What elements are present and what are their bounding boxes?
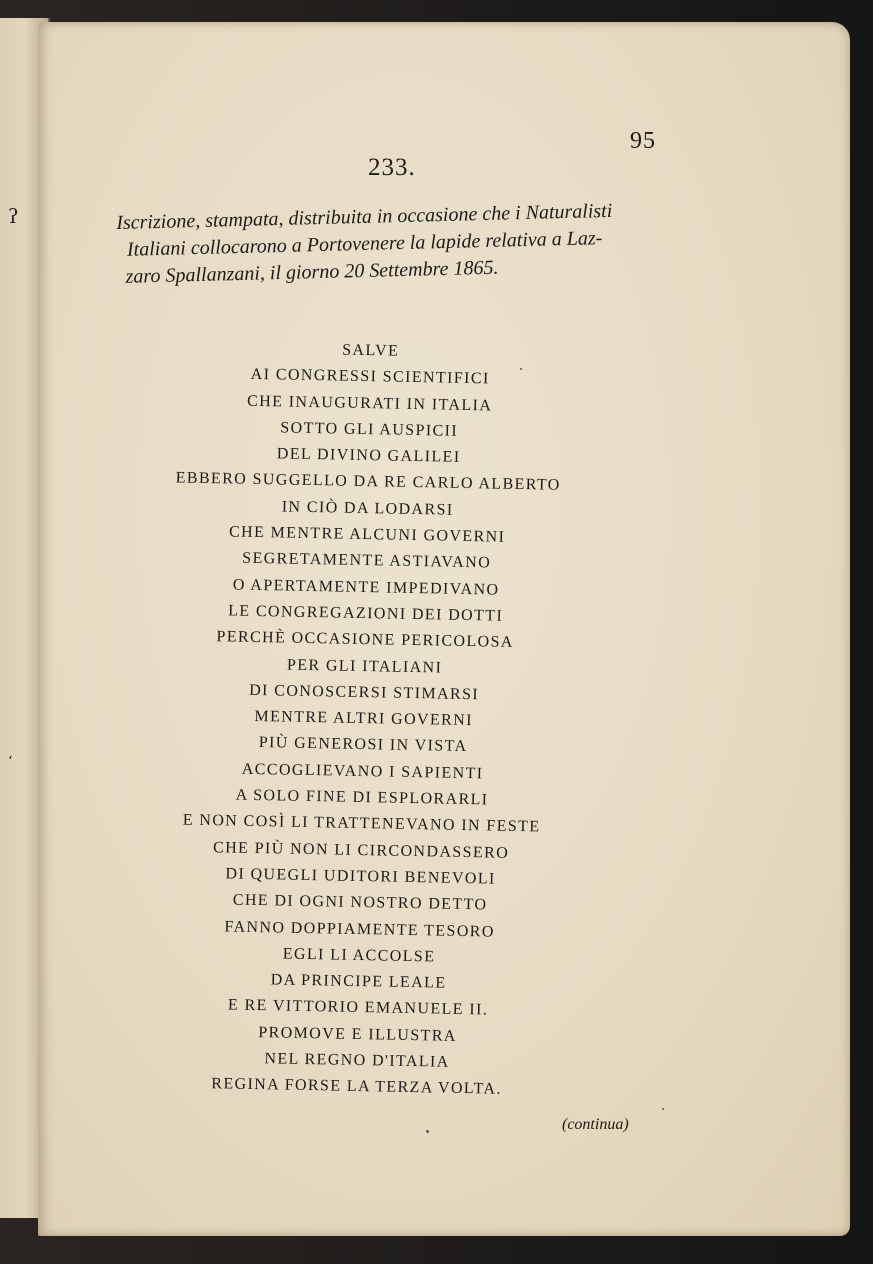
paper-speck: [520, 368, 522, 370]
paper-speck: [426, 1130, 429, 1133]
inscription-text: [141, 334, 586, 1105]
inscription-line: CHE INAUGURATI IN ITALIA: [246, 392, 493, 415]
inscription-line: CHE DI OGNI NOSTRO DETTO: [232, 891, 488, 914]
inscription-line: E RE VITTORIO EMANUELE II.: [227, 996, 489, 1019]
entry-number: 233.: [368, 154, 416, 181]
continuation-note: (continua): [562, 1116, 629, 1133]
left-page-mark: ʔ: [8, 204, 19, 228]
inscription-line: ACCOGLIEVANO I SAPIENTI: [241, 760, 484, 783]
inscription-line: IN CIÒ DA LODARSI: [281, 498, 454, 519]
inscription-line: EGLI LI ACCOLSE: [282, 945, 436, 966]
inscription-line: PROMOVE E ILLUSTRA: [258, 1023, 458, 1045]
inscription-line: REGINA FORSE LA TERZA VOLTA.: [211, 1075, 502, 1099]
inscription-line: A SOLO FINE DI ESPLORARLI: [235, 786, 489, 809]
inscription-line: CHE PIÙ NON LI CIRCONDASSERO: [212, 838, 510, 862]
book-page: [38, 22, 850, 1236]
entry-heading: [116, 196, 678, 291]
inscription-line: E NON COSÌ LI TRATTENEVANO IN FESTE: [182, 811, 541, 836]
left-page-mark: ʻ: [8, 754, 13, 770]
heading-line: Iscrizione, stampata, distribuita in occasione che i Naturalisti: [116, 199, 613, 234]
inscription-line: CHE MENTRE ALCUNI GOVERNI: [228, 523, 506, 546]
heading-line: zaro Spallanzani, il giorno 20 Settembre 1865.: [125, 256, 499, 288]
inscription-line: SEGRETAMENTE ASTIAVANO: [242, 550, 492, 572]
inscription-line: DI CONOSCERSI STIMARSI: [249, 681, 480, 704]
page-number: 95: [630, 128, 656, 154]
inscription-line: DI QUEGLI UDITORI BENEVOLI: [225, 865, 496, 888]
inscription-line: O APERTAMENTE IMPEDIVANO: [232, 576, 500, 599]
inscription-line: SOTTO GLI AUSPICII: [280, 419, 459, 440]
inscription-line: SALVE: [342, 341, 400, 360]
inscription-line: DEL DIVINO GALILEI: [276, 445, 461, 467]
inscription-line: PIÙ GENEROSI IN VISTA: [258, 734, 468, 756]
inscription-line: MENTRE ALTRI GOVERNI: [254, 708, 474, 730]
inscription-line: PER GLI ITALIANI: [286, 656, 443, 677]
inscription-line: EBBERO SUGGELLO DA RE CARLO ALBERTO: [175, 469, 561, 495]
inscription-line: LE CONGREGAZIONI DEI DOTTI: [228, 602, 504, 625]
inscription-line: AI CONGRESSI SCIENTIFICI: [250, 366, 490, 388]
heading-line: Italiani collocarono a Portovenere la lapide relativa a Laz-: [126, 227, 603, 261]
inscription-line: PERCHÈ OCCASIONE PERICOLOSA: [216, 628, 514, 652]
inscription-line: FANNO DOPPIAMENTE TESORO: [224, 917, 495, 941]
paper-speck: [662, 1108, 664, 1110]
inscription-line: DA PRINCIPE LEALE: [270, 971, 447, 992]
inscription-line: NEL REGNO D'ITALIA: [264, 1050, 450, 1071]
